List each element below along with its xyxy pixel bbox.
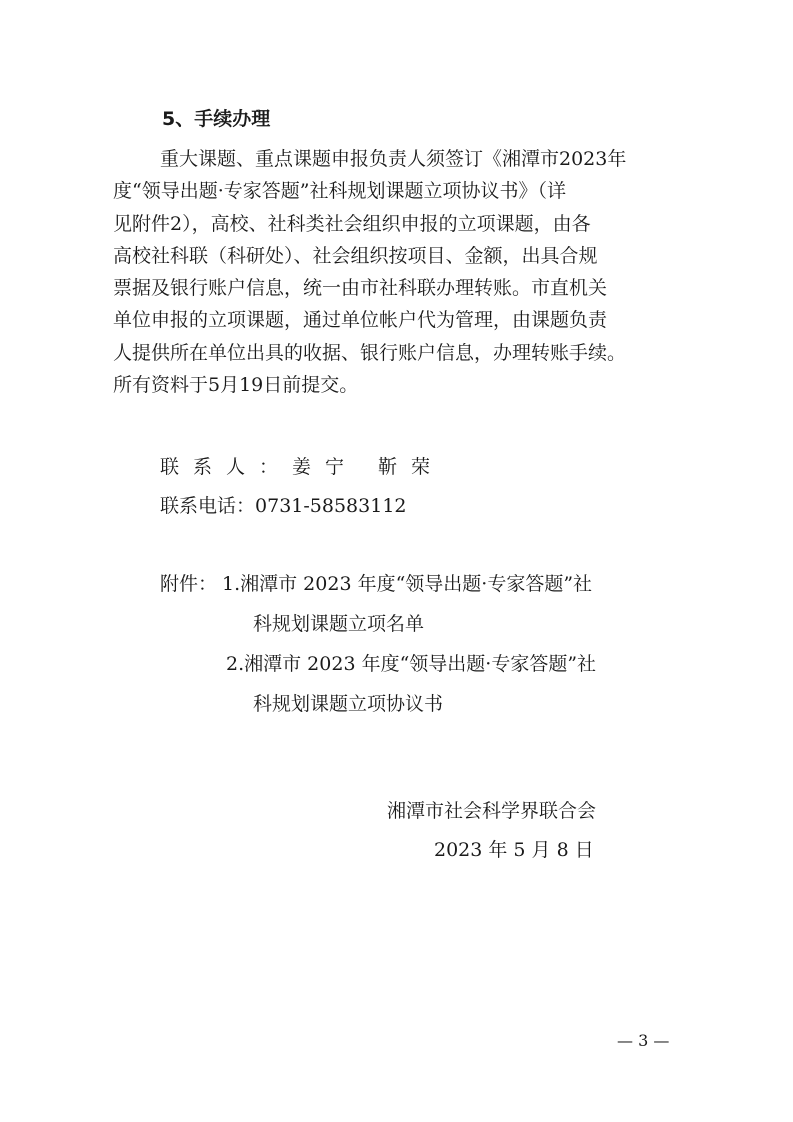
- body-line: 人提供所在单位出具的收据、银行账户信息，办理转账手续。: [113, 341, 627, 364]
- section-heading: 5、手续办理: [162, 108, 271, 130]
- contact-phone-line: [160, 490, 407, 522]
- attachment-item: [160, 564, 596, 604]
- page-number: — 3 —: [617, 1031, 670, 1050]
- contact-person-names: 姜宁 靳荣: [292, 456, 445, 478]
- body-paragraph: [113, 143, 679, 401]
- body-line: 重大课题、重点课题申报负责人须签订《湘潭市2023年: [160, 148, 627, 170]
- body-line: 高校社科联（科研处）、社会组织按项目、金额，出具合规: [113, 244, 598, 267]
- contact-person-line: [160, 451, 444, 483]
- attachment-number: 1.: [222, 573, 241, 595]
- attachments-list: [160, 564, 596, 724]
- body-line: 见附件2），高校、社科类社会组织申报的立项课题，由各: [113, 212, 591, 235]
- contact-phone-label: 联系电话：: [160, 495, 256, 517]
- attachment-number: 2.: [226, 653, 245, 675]
- contact-phone-number: 0731-58583112: [255, 495, 407, 517]
- attachment-item: [160, 644, 596, 684]
- attachments-label: 附件：: [160, 573, 218, 595]
- attachment-title-continuation: 科规划课题立项名单: [253, 613, 425, 635]
- signature-organization: 湘潭市社会科学界联合会: [387, 800, 597, 822]
- attachment-title-line: 湘潭市 2023 年度“领导出题·专家答题”社: [240, 573, 593, 595]
- attachment-title-line: 湘潭市 2023 年度“领导出题·专家答题”社: [244, 653, 597, 675]
- body-line: 度“领导出题·专家答题”社科规划课题立项协议书》（详: [113, 180, 566, 203]
- attachment-title-continuation: 科规划课题立项协议书: [253, 693, 444, 715]
- body-line: 单位申报的立项课题，通过单位帐户代为管理，由课题负责: [113, 309, 608, 332]
- body-line: 票据及银行账户信息，统一由市社科联办理转账。市直机关: [113, 277, 608, 300]
- signature-date: 2023 年 5 月 8 日: [434, 839, 594, 861]
- body-line: 所有资料于5月19日前提交。: [113, 374, 359, 397]
- contact-person-label: 联系人：: [160, 456, 293, 478]
